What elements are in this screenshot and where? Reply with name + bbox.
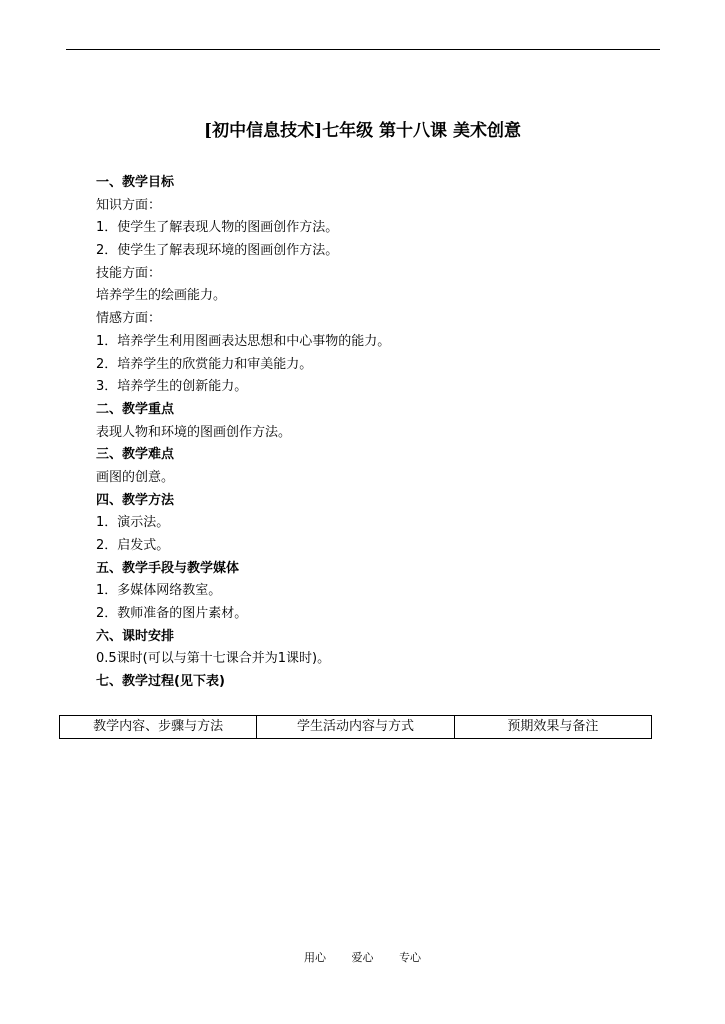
page-footer: [0, 950, 725, 966]
line-15: 1．演示法。: [96, 515, 170, 531]
line-8: 2．培养学生的欣赏能力和审美能力。: [96, 356, 313, 372]
footer-word: 用心: [304, 951, 326, 964]
line-22: 七、教学过程(见下表): [96, 674, 225, 690]
line-16: 2．启发式。: [96, 538, 170, 553]
line-20: 六、课时安排: [96, 628, 175, 644]
line-14: 四、教学方法: [96, 492, 175, 508]
line-21: 0.5课时(可以与第十七课合并为1课时)。: [96, 651, 331, 667]
line-11: 表现人物和环境的图画创作方法。: [96, 424, 292, 440]
line-2: 1．使学生了解表现人物的图画创作方法。: [96, 220, 339, 236]
line-17: 五、教学手段与教学媒体: [96, 560, 240, 576]
line-0: 一、教学目标: [96, 175, 175, 190]
table-header-cell: 教学内容、步骤与方法: [60, 716, 257, 739]
line-9: 3．培养学生的创新能力。: [96, 379, 248, 395]
line-7: 1．培养学生利用图画表达思想和中心事物的能力。: [96, 333, 391, 349]
footer-word: 专心: [399, 951, 421, 964]
header-rule: [66, 49, 660, 50]
table-header-cell: 预期效果与备注: [454, 716, 651, 739]
line-19: 2．教师准备的图片素材。: [96, 606, 248, 622]
teaching-process-table: [59, 715, 652, 739]
line-3: 2．使学生了解表现环境的图画创作方法。: [96, 243, 339, 259]
line-6: 情感方面：: [96, 311, 162, 327]
table-header-row: [60, 716, 652, 739]
document-title: [初中信息技术]七年级 第十八课 美术创意: [204, 121, 521, 141]
line-18: 1．多媒体网络教室。: [96, 583, 222, 599]
footer-word: 爱心: [351, 951, 374, 964]
line-12: 三、教学难点: [96, 447, 175, 463]
line-4: 技能方面：: [96, 265, 162, 281]
table-header-cell: 学生活动内容与方式: [257, 716, 454, 739]
lesson-plan-body: [96, 172, 656, 694]
line-5: 培养学生的绘画能力。: [96, 288, 227, 304]
line-13: 画图的创意。: [96, 469, 175, 485]
line-10: 二、教学重点: [96, 401, 175, 417]
line-1: 知识方面：: [96, 197, 162, 213]
